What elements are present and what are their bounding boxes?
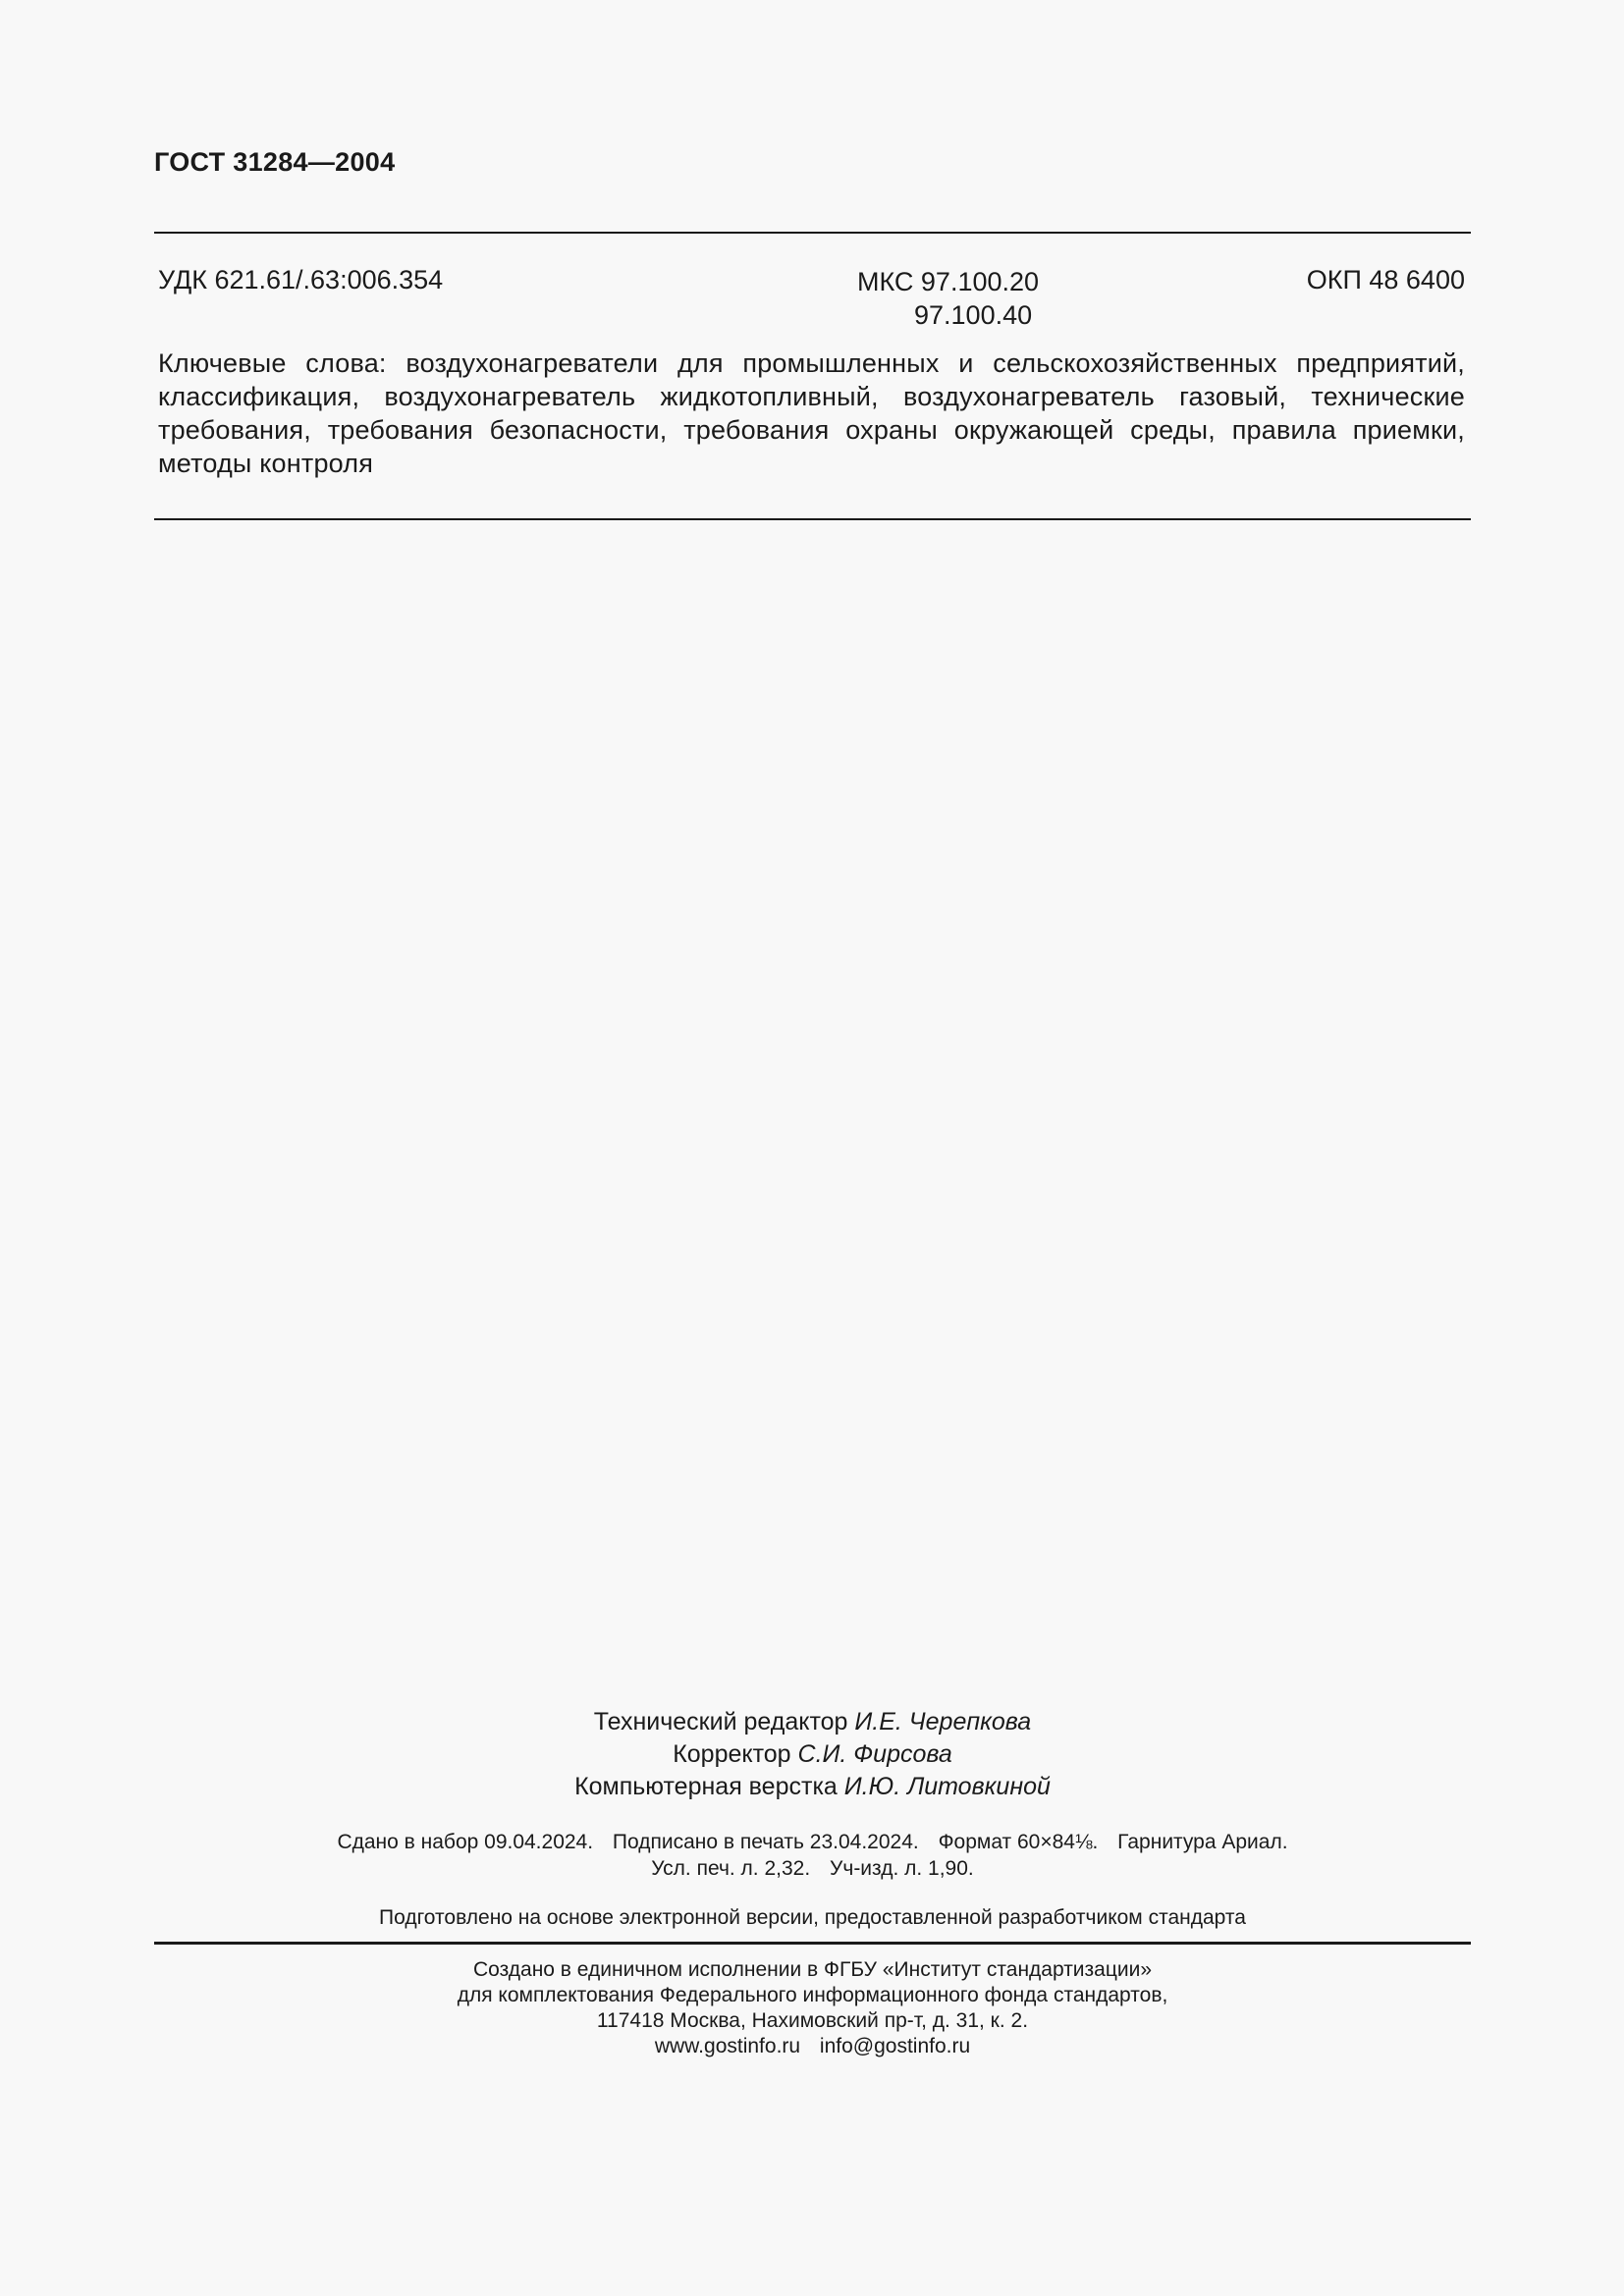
publisher-line-2: для комплектования Федерального информационного фонда стандартов, (457, 1984, 1168, 2006)
publisher-email: info@gostinfo.ru (819, 2035, 971, 2057)
publisher-contacts (154, 2034, 1471, 2059)
okp-code: ОКП 48 6400 (1306, 265, 1465, 294)
mks-codes (857, 265, 1112, 332)
document-number: ГОСТ 31284—2004 (154, 147, 396, 177)
typeface: Гарнитура Ариал. (1117, 1831, 1288, 1853)
tech-editor-line (154, 1706, 1471, 1738)
prepared-note: Подготовлено на основе электронной версии, предоставленной разработчиком стандарта (379, 1906, 1246, 1929)
publisher-line-1: Создано в единичном исполнении в ФГБУ «Институт стандартизации» (472, 1958, 1153, 1981)
credits-block (154, 1706, 1471, 1803)
publisher-address: 117418 Москва, Нахимовский пр-т, д. 31, к. 2. (596, 2009, 1029, 2032)
udk-code: УДК 621.61/.63:006.354 (158, 265, 444, 294)
publisher-divider (154, 1942, 1471, 1945)
layout-line (154, 1771, 1471, 1803)
tech-editor-name: И.Е. Черепкова (854, 1708, 1032, 1735)
print-sheets: Усл. печ. л. 2,32. (651, 1857, 811, 1880)
edition-sheets: Уч-изд. л. 1,90. (830, 1857, 974, 1880)
mks-code-1: МКС 97.100.20 (857, 267, 1040, 296)
publisher-block (154, 1957, 1471, 2059)
print-info-line-2 (154, 1855, 1471, 1882)
publisher-website: www.gostinfo.ru (654, 2035, 801, 2057)
print-info-block (154, 1829, 1471, 1882)
top-divider (154, 232, 1471, 234)
print-format: Формат 60×84⅛. (938, 1831, 1099, 1853)
typeset-date: Сдано в набор 09.04.2024. (337, 1831, 594, 1853)
mks-code-2: 97.100.40 (914, 300, 1033, 330)
signed-date: Подписано в печать 23.04.2024. (612, 1831, 919, 1853)
corrector-name: С.И. Фирсова (797, 1740, 952, 1768)
tech-editor-label: Технический редактор (593, 1708, 848, 1735)
corrector-label: Корректор (673, 1740, 791, 1768)
corrector-line (154, 1738, 1471, 1771)
layout-label: Компьютерная верстка (574, 1773, 838, 1800)
print-info-line-1 (154, 1829, 1471, 1855)
keywords-divider (154, 518, 1471, 520)
layout-name: И.Ю. Литовкиной (843, 1773, 1051, 1800)
keywords-paragraph: Ключевые слова: воздухонагреватели для промышленных и сельскохозяйственных предприятий, классификация, воздухонагреватель жидкотопливный, воздухонагреватель газовый, технические требования, требования безопасности, требования охраны окружающей среды, правила приемки, методы контроля (158, 348, 1465, 478)
classification-row (158, 265, 1465, 334)
